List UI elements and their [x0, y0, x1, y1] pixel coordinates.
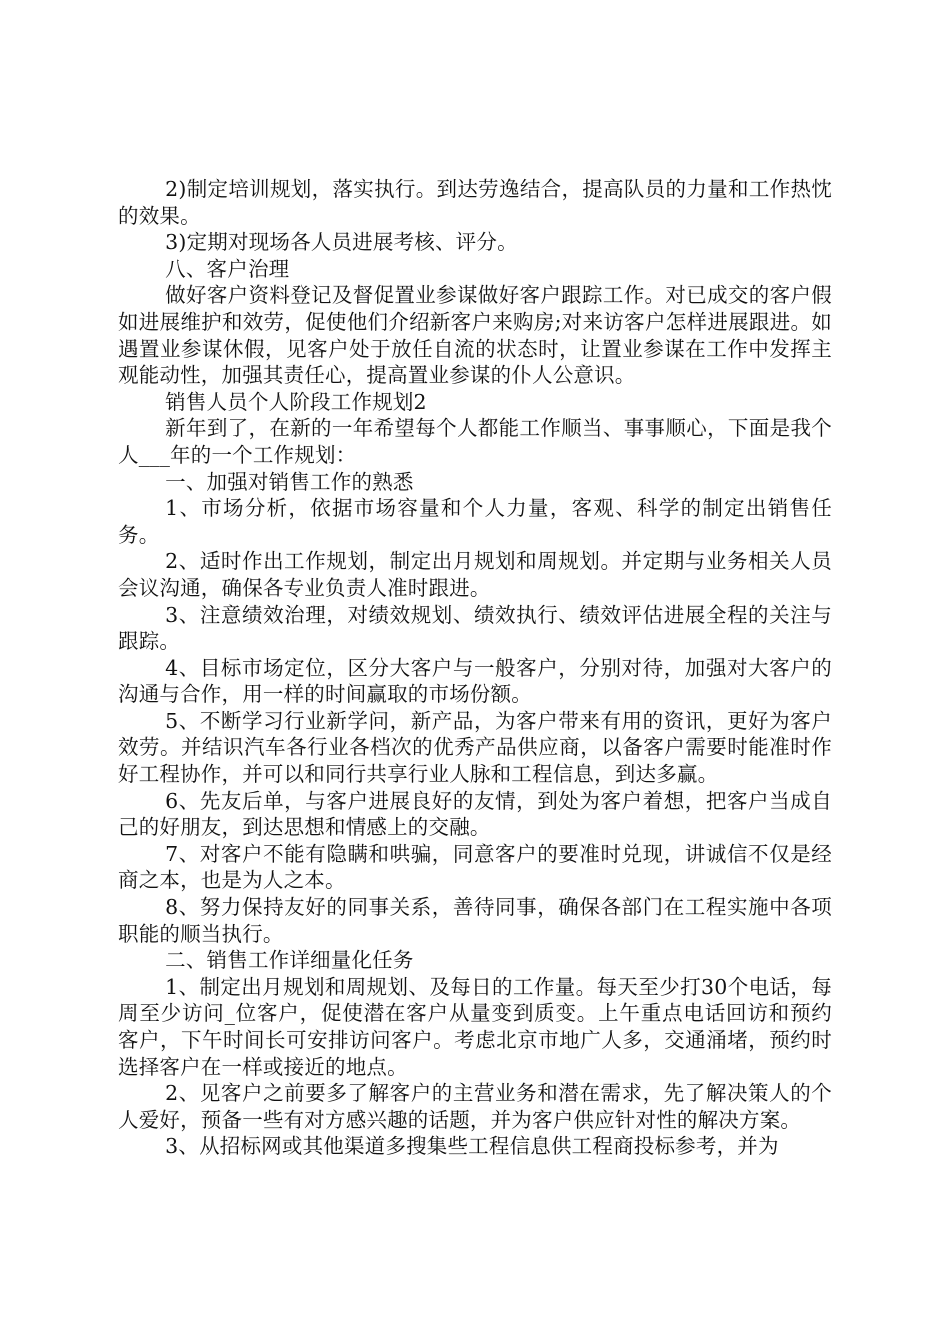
task-item-2: 2、见客户之前要多了解客户的主营业务和潜在需求，先了解决策人的个人爱好，预备一些有对方感兴趣的话题，并为客户供应针对性的解决方案。	[118, 1081, 832, 1132]
heading-section-two: 二、销售工作详细量化任务	[165, 948, 414, 973]
paragraph-assessment: 3)定期对现场各人员进展考核、评分。	[165, 230, 518, 255]
list-item-5: 5、不断学习行业新学问，新产品，为客户带来有用的资讯，更好为客户效劳。并结识汽车各行业各档次的优秀产品供应商，以备客户需要时能准时作好工程协作，并可以和同行共享行业人脉和工程信息，到达多赢。	[118, 708, 832, 787]
paragraph-customer-records: 做好客户资料登记及督促置业参谋做好客户跟踪工作。对已成交的客户假如进展维护和效劳，促使他们介绍新客户来购房;对来访客户怎样进展跟进。如遇置业参谋休假，见客户处于放任自流的状态时，让置业参谋在工作中发挥主观能动性，加强其责任心，提高置业参谋的仆人公意识。	[118, 283, 832, 388]
task-item-1: 1、制定出月规划和周规划、及每日的工作量。每天至少打30个电话，每周至少访问_位客户，促使潜在客户从量变到质变。上午重点电话回访和预约客户，下午时间长可安排访问客户。考虑北京市地广人多，交通涌堵，预约时选择客户在一样或接近的地点。	[118, 974, 832, 1079]
heading-sales-plan-2: 销售人员个人阶段工作规划2	[165, 389, 427, 414]
task-item-3: 3、从招标网或其他渠道多搜集些工程信息供工程商投标参考，并为	[165, 1134, 779, 1159]
document-body	[118, 176, 832, 1160]
list-item-7: 7、对客户不能有隐瞒和哄骗，同意客户的要准时兑现，讲诚信不仅是经商之本，也是为人之本。	[118, 841, 832, 893]
list-item-2: 2、适时作出工作规划，制定出月规划和周规划。并定期与业务相关人员会议沟通，确保各专业负责人准时跟进。	[118, 549, 832, 600]
paragraph-training-plan: 2)制定培训规划，落实执行。到达劳逸结合，提高队员的力量和工作热忱的效果。	[118, 177, 832, 228]
heading-customer-management: 八、客户治理	[165, 256, 290, 281]
paragraph-new-year-intro: 新年到了，在新的一年希望每个人都能工作顺当、事事顺心，下面是我个人___年的一个工作规划：	[118, 416, 832, 467]
list-item-6: 6、先友后单，与客户进展良好的友情，到处为客户着想，把客户当成自己的好朋友，到达思想和情感上的交融。	[118, 788, 832, 840]
list-item-1: 1、市场分析，依据市场容量和个人力量，客观、科学的制定出销售任务。	[118, 496, 832, 547]
list-item-3: 3、注意绩效治理，对绩效规划、绩效执行、绩效评估进展全程的关注与跟踪。	[118, 602, 832, 654]
list-item-4: 4、目标市场定位，区分大客户与一般客户，分别对待，加强对大客户的沟通与合作，用一样的时间赢取的市场份额。	[118, 655, 832, 707]
heading-section-one: 一、加强对销售工作的熟悉	[165, 469, 414, 494]
list-item-8: 8、努力保持友好的同事关系，善待同事，确保各部门在工程实施中各项职能的顺当执行。	[118, 895, 832, 946]
